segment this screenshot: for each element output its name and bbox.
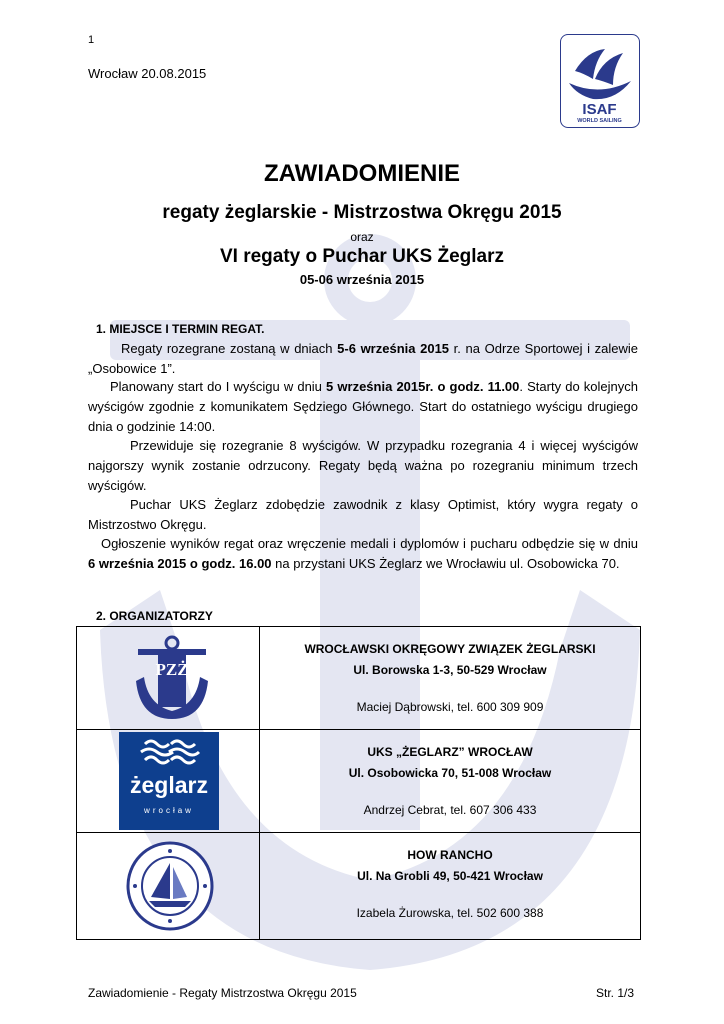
footer-page-number: Str. 1/3 [596, 986, 635, 1000]
zeglarz-logo-text: żeglarz [130, 772, 208, 798]
organizer-name: WROCŁAWSKI OKRĘGOWY ZWIĄZEK ŻEGLARSKI [304, 642, 596, 656]
organizer-logo-cell [77, 730, 260, 833]
event-dates: 05-06 września 2015 [299, 272, 425, 287]
page-number: 1 [88, 34, 95, 46]
paragraph-cup: Puchar UKS Żeglarz zdobędzie zawodnik z klasy Optimist, który wygra regaty o Mistrzostwo Okręgu. [88, 497, 638, 532]
organizer-address: Ul. Na Grobli 49, 50-421 Wrocław [357, 869, 543, 883]
isaf-logo [560, 34, 640, 128]
zeglarz-waves-icon [119, 732, 219, 774]
organizer-logo-cell [77, 627, 260, 730]
organizer-contact: Andrzej Cebrat, tel. 607 306 433 [363, 803, 537, 817]
section1-heading: 1. MIEJSCE I TERMIN REGAT. [96, 322, 265, 336]
scouting-yacht-club-logo [125, 841, 215, 931]
paragraph-races: Przewiduje się rozegranie 8 wyścigów. W przypadku rozegrania 4 i więcej wyścigów najgorszy wynik zostanie odrzucony. Regaty będą ważna po rozegraniu minimum trzech wyścigów. [88, 438, 638, 493]
isaf-logo-name: ISAF [582, 101, 617, 118]
organizer-info-cell [260, 833, 641, 940]
paragraph-start-time: Planowany start do I wyścigu w dniu 5 września 2015r. o godz. 11.00. Starty do kolejnych wyścigów zgodnie z komunikatem Sędziego Głównego. Start do ostatniego wyścigu drugiego dnia o godzinie 14:00. [88, 379, 638, 434]
footer-document-title: Zawiadomienie - Regaty Mistrzostwa Okręgu 2015 [88, 986, 357, 1000]
organizer-info-cell [260, 730, 641, 833]
pzz-logo-text: PZŻ [155, 660, 189, 679]
subtitle-championship: regaty żeglarskie - Mistrzostwa Okręgu 2015 [162, 202, 562, 223]
zeglarz-logo [119, 732, 219, 830]
organizer-contact: Maciej Dąbrowski, tel. 600 309 909 [356, 700, 544, 714]
organizers-table [76, 626, 641, 940]
subtitle-cup: VI regaty o Puchar UKS Żeglarz [219, 246, 505, 267]
date-line: Wrocław 20.08.2015 [88, 66, 207, 81]
organizer-info-cell [260, 627, 641, 730]
organizer-contact: Izabela Żurowska, tel. 502 600 388 [356, 906, 544, 920]
subtitle-conjunction: oraz [350, 230, 374, 244]
table-row [77, 730, 641, 833]
organizer-logo-cell [77, 833, 260, 940]
organizer-address: Ul. Osobowicka 70, 51-008 Wrocław [348, 766, 552, 780]
zeglarz-logo-subtext: wrocław [144, 806, 194, 815]
paragraph-dates-venue: Regaty rozegrane zostaną w dniach 5-6 września 2015 r. na Odrze Sportowej i zalewie „Osobowice 1”. [88, 341, 638, 376]
organizer-address: Ul. Borowska 1-3, 50-529 Wrocław [353, 663, 547, 677]
isaf-logo-tagline: WORLD SAILING [577, 118, 622, 124]
organizer-name: UKS „ŻEGLARZ” WROCŁAW [367, 745, 533, 759]
table-row [77, 627, 641, 730]
pzz-anchor-icon [132, 635, 212, 719]
document-title: ZAWIADOMIENIE [264, 160, 460, 187]
isaf-sail-icon [561, 35, 638, 126]
paragraph-results: Ogłoszenie wyników regat oraz wręczenie medali i dyplomów i pucharu odbędzie się w dniu 6 września 2015 o godz. 16.00 na przystani UKS Żeglarz we Wrocławiu ul. Osobowicka 70. [88, 536, 638, 571]
organizer-name: HOW RANCHO [407, 848, 493, 862]
section2-heading: 2. ORGANIZATORZY [96, 609, 213, 623]
table-row [77, 833, 641, 940]
